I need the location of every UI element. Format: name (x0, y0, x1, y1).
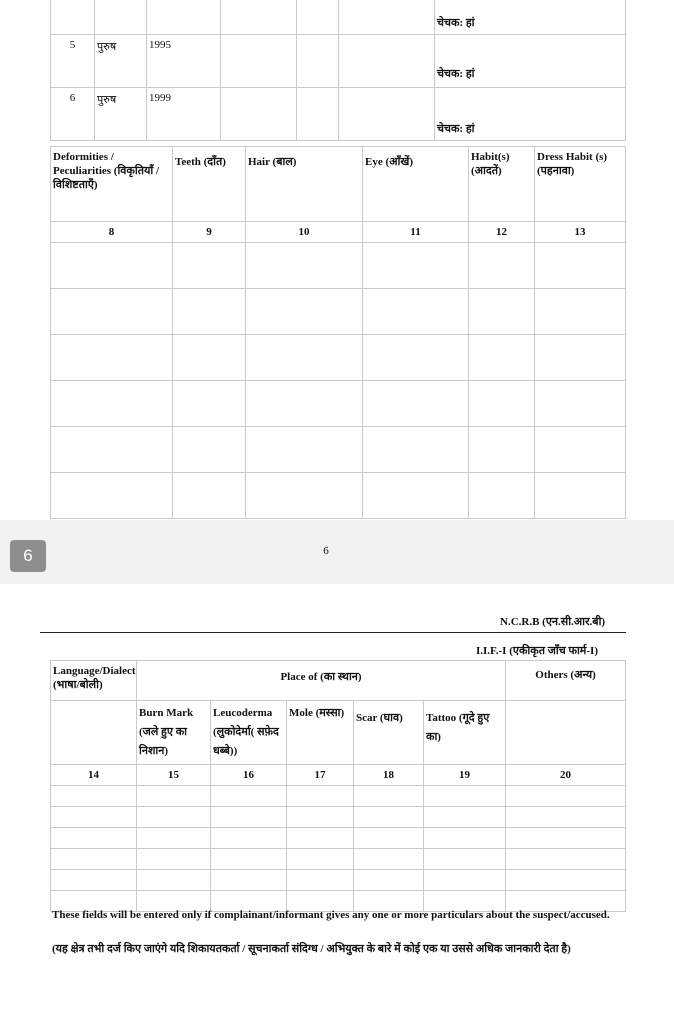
table-row (51, 473, 626, 519)
page-gap (0, 520, 674, 584)
top-table (50, 0, 626, 141)
column-number-row (51, 222, 626, 243)
row-year: 1995 (147, 35, 221, 88)
row-sex: पुरुष (95, 88, 147, 141)
row-number: 5 (51, 35, 95, 88)
note-hindi: (यह क्षेत्र तभी दर्ज किए जाएंगे यदि शिकायतकर्ता / सूचनाकर्ता संदिग्ध / अभियुक्त के बारे में कोई एक या उससे अधिक जानकारी देता है) (52, 943, 571, 955)
column-number: 9 (173, 222, 246, 243)
header-tattoo: Tattoo (गूदे हुए का) (424, 701, 506, 765)
column-number: 8 (51, 222, 173, 243)
table-row (51, 427, 626, 473)
table-row (51, 289, 626, 335)
peculiarities-table (50, 146, 626, 519)
header-burn-mark: Burn Mark (जले हुए का निशान) (137, 701, 211, 765)
page-number: 6 (323, 545, 329, 557)
header-others: Others (अन्य) (506, 661, 626, 701)
table-row (51, 849, 626, 870)
table-row (51, 786, 626, 807)
header-habits: Habit(s) (आदतें) (469, 147, 535, 222)
row-sex: पुरुष (95, 35, 147, 88)
table-header-row (51, 661, 626, 701)
column-number: 13 (535, 222, 626, 243)
table-row (51, 88, 626, 141)
chechak-label: चेचक: हां (437, 17, 475, 29)
header-teeth: Teeth (दाँत) (173, 147, 246, 222)
row-sex (95, 0, 147, 35)
table-row (51, 335, 626, 381)
header-eye: Eye (आँखें) (363, 147, 469, 222)
column-number: 10 (246, 222, 363, 243)
table-row (51, 243, 626, 289)
marks-table (50, 660, 626, 912)
row-year: 1999 (147, 88, 221, 141)
row-number: 6 (51, 88, 95, 141)
column-number: 18 (354, 765, 424, 786)
header-mole: Mole (मस्सा) (287, 701, 354, 765)
agency-label: N.C.R.B (एन.सी.आर.बी) (500, 616, 606, 628)
column-number: 19 (424, 765, 506, 786)
table-row (51, 35, 626, 88)
column-number: 20 (506, 765, 626, 786)
row-number (51, 0, 95, 35)
header-place-of: Place of (का स्थान) (137, 661, 506, 701)
table-row (51, 828, 626, 849)
column-number: 14 (51, 765, 137, 786)
header-deformities: Deformities / Peculiarities (विकृतियाँ / विशिष्टताएँ) (51, 147, 173, 222)
chechak-label: चेचक: हां (437, 68, 475, 80)
page-indicator[interactable]: 6 (10, 540, 46, 572)
table-row (51, 381, 626, 427)
chechak-label: चेचक: हां (437, 123, 475, 135)
table-subheader-row (51, 701, 626, 765)
header-language: Language/Dialect (भाषा/बोली) (51, 661, 137, 701)
column-number: 17 (287, 765, 354, 786)
column-number-row (51, 765, 626, 786)
row-year (147, 0, 221, 35)
table-header-row (51, 147, 626, 222)
column-number: 16 (211, 765, 287, 786)
column-number: 11 (363, 222, 469, 243)
note-english: These fields will be entered only if complainant/informant gives any one or more particulars about the suspect/accused. (52, 909, 610, 921)
form-label: I.I.F.-I (एकीकृत जाँच फार्म-I) (476, 645, 598, 657)
header-hair: Hair (बाल) (246, 147, 363, 222)
column-number: 12 (469, 222, 535, 243)
table-row (51, 0, 626, 35)
header-divider (40, 632, 626, 633)
table-row (51, 807, 626, 828)
header-scar: Scar (घाव) (354, 701, 424, 765)
column-number: 15 (137, 765, 211, 786)
header-leucoderma: Leucoderma (लुकोदेर्मा( सफ़ेद धब्बे)) (211, 701, 287, 765)
header-dress-habit: Dress Habit (s) (पहनावा) (535, 147, 626, 222)
table-row (51, 870, 626, 891)
